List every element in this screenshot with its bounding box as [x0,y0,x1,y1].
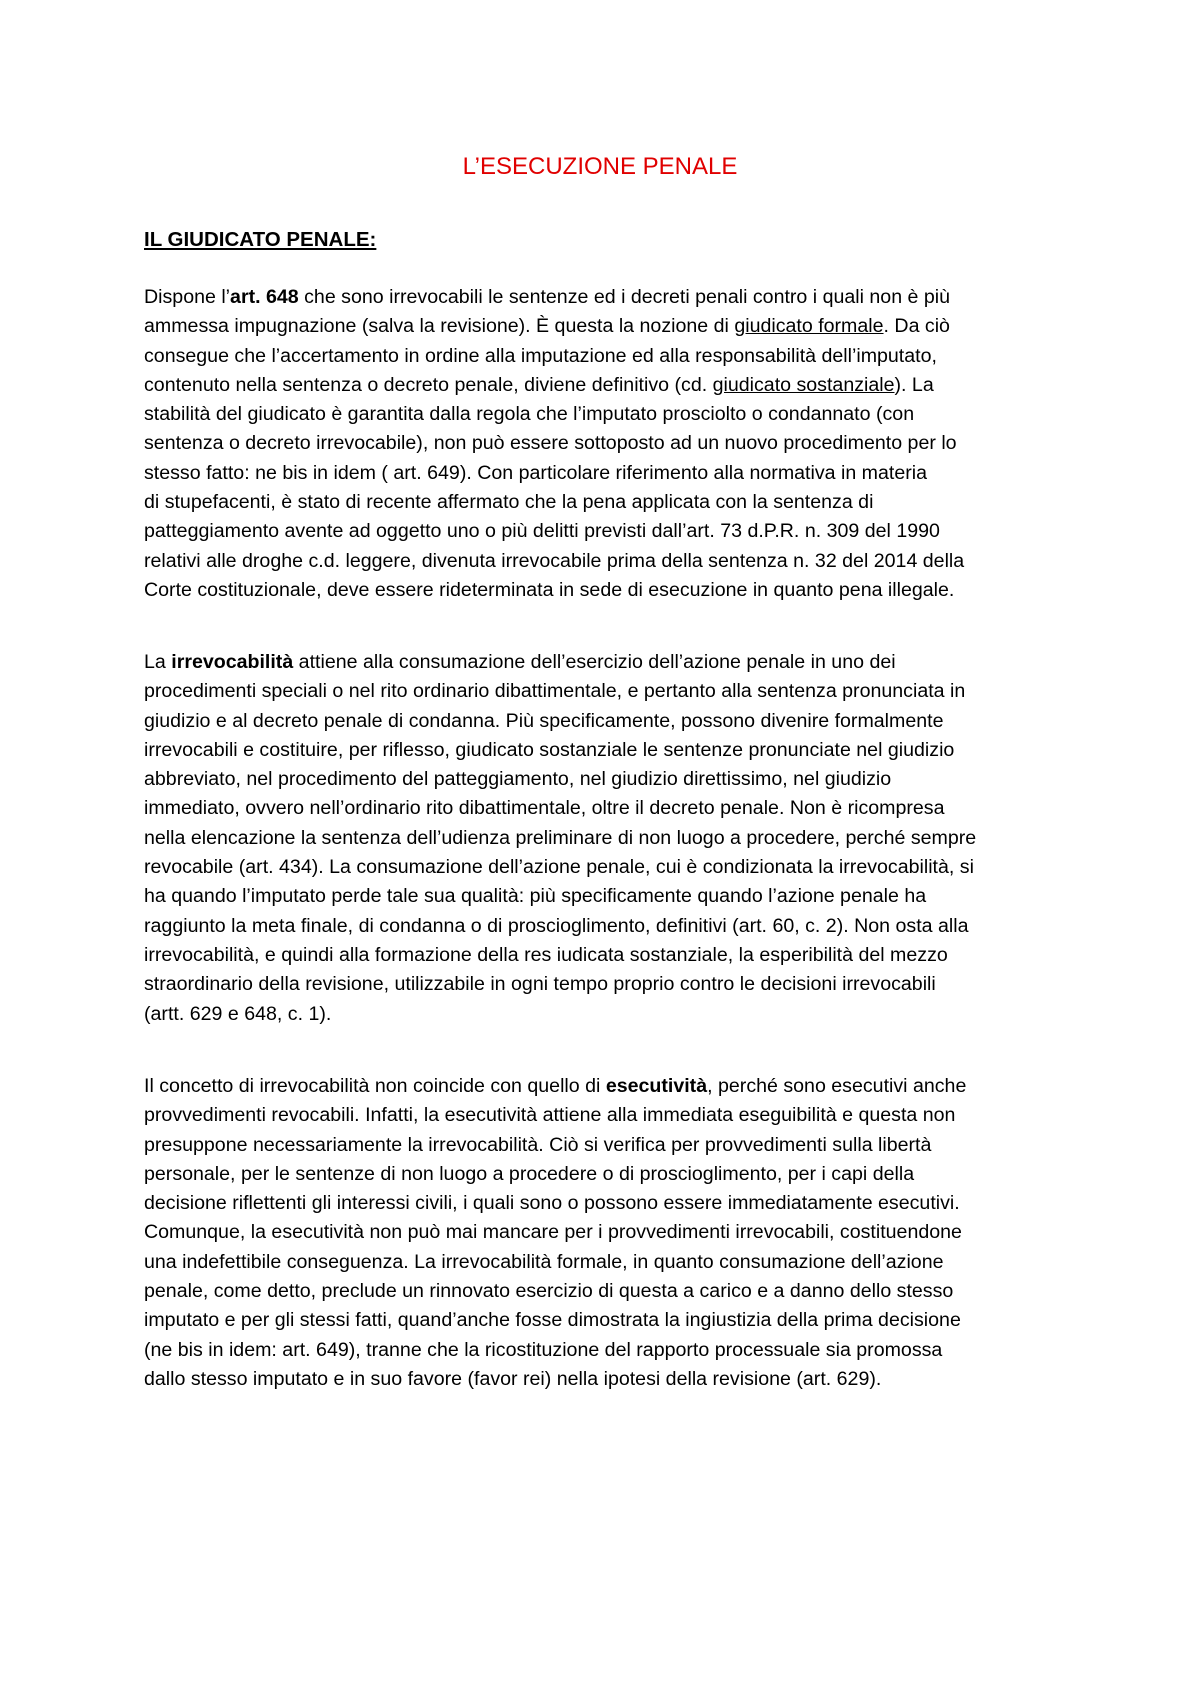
text-line: personale, per le sentenze di non luogo a procedere o di proscioglimento, per i capi della [144,1162,915,1185]
text-line: Comunque, la esecutività non può mai mancare per i provvedimenti irrevocabili, costituendone [144,1221,962,1244]
text-line: procedimenti speciali o nel rito ordinario dibattimentale, e pertanto alla sentenza pronunciata in [144,680,966,703]
text-line: patteggiamento avente ad oggetto uno o più delitti previsti dall’art. 73 d.P.R. n. 309 del 1990 [144,520,940,543]
text-line: (ne bis in idem: art. 649), tranne che la ricostituzione del rapporto processuale sia promossa [144,1338,943,1361]
underlined-term: giudicato sostanziale [712,373,895,396]
document-title: L’ESECUZIONE PENALE [462,153,738,180]
text-line: Corte costituzionale, deve essere rideterminata in sede di esecuzione in quanto pena illegale. [144,578,955,601]
paragraph-giudicato [144,283,1074,605]
text-line: consegue che l’accertamento in ordine alla imputazione ed alla responsabilità dell’imputato, [144,344,937,367]
text-line: straordinario della revisione, utilizzabile in ogni tempo proprio contro le decisioni irrevocabili [144,973,936,996]
text-line: contenuto nella sentenza o decreto penale, diviene definitivo (cd. giudicato sostanziale). La [144,373,934,396]
text-line: abbreviato, nel procedimento del patteggiamento, nel giudizio direttissimo, nel giudizio [144,768,892,791]
section-heading: IL GIUDICATO PENALE: [144,228,377,251]
text-line: nella elencazione la sentenza dell’udienza preliminare di non luogo a procedere, perché sempre [144,826,977,849]
text-line: stabilità del giudicato è garantita dalla regola che l’imputato prosciolto o condannato (con [144,403,915,426]
text-line: una indefettibile conseguenza. La irrevocabilità formale, in quanto consumazione dell’azione [144,1250,944,1273]
text-line: Il concetto di irrevocabilità non coincide con quello di esecutività, perché sono esecutivi anche [144,1075,967,1097]
text-line: (artt. 629 e 648, c. 1). [144,1002,332,1025]
text-line: provvedimenti revocabili. Infatti, la esecutività attiene alla immediata eseguibilità e questa non [144,1104,956,1127]
text-line: penale, come detto, preclude un rinnovato esercizio di questa a carico e a danno dello stesso [144,1280,954,1303]
text-line: dallo stesso imputato e in suo favore (favor rei) nella ipotesi della revisione (art. 629). [144,1367,882,1390]
text-line: stesso fatto: ne bis in idem ( art. 649). Con particolare riferimento alla normativa in materia [144,461,928,484]
text-line: sentenza o decreto irrevocabile), non può essere sottoposto ad un nuovo procedimento per lo [144,432,957,455]
paragraph-irrevocabilita [144,648,1074,1029]
text-line: relativi alle droghe c.d. leggere, divenuta irrevocabile prima della sentenza n. 32 del 2014 della [144,549,965,572]
text-line: di stupefacenti, è stato di recente affermato che la pena applicata con la sentenza di [144,491,874,514]
text-line: presuppone necessariamente la irrevocabilità. Ciò si verifica per provvedimenti sulla libertà [144,1133,932,1156]
text-line: imputato e per gli stessi fatti, quand’anche fosse dimostrata la ingiustizia della prima decisione [144,1309,961,1332]
bold-term: irrevocabilità [171,651,294,673]
text-line: ha quando l’imputato perde tale sua qualità: più specificamente quando l’azione penale ha [144,885,927,908]
text-line: irrevocabili e costituire, per riflesso, giudicato sostanziale le sentenze pronunciate nel giudizio [144,738,955,761]
underlined-term: giudicato formale [734,315,884,338]
bold-term: art. 648 [230,286,299,308]
text-line: giudizio e al decreto penale di condanna. Più specificamente, possono divenire formalmente [144,709,944,732]
bold-term: esecutività [605,1075,708,1097]
text-line: immediato, ovvero nell’ordinario rito dibattimentale, oltre il decreto penale. Non è ricompresa [144,797,945,820]
text-line: raggiunto la meta finale, di condanna o di proscioglimento, definitivi (art. 60, c. 2). Non osta alla [144,914,969,937]
text-line: irrevocabilità, e quindi alla formazione della res iudicata sostanziale, la esperibilità del mezzo [144,943,948,966]
paragraph-esecutivita [144,1072,1074,1394]
text-line: ammessa impugnazione (salva la revisione). È questa la nozione di giudicato formale. Da ciò [144,315,950,338]
text-line: Dispone l’art. 648 che sono irrevocabili le sentenze ed i decreti penali contro i quali non è più [144,286,951,308]
text-line: La irrevocabilità attiene alla consumazione dell’esercizio dell’azione penale in uno dei [144,651,896,673]
text-line: decisione riflettenti gli interessi civili, i quali sono o possono essere immediatamente esecutivi. [144,1192,960,1215]
text-line: revocabile (art. 434). La consumazione dell’azione penale, cui è condizionata la irrevocabilità, si [144,856,974,879]
